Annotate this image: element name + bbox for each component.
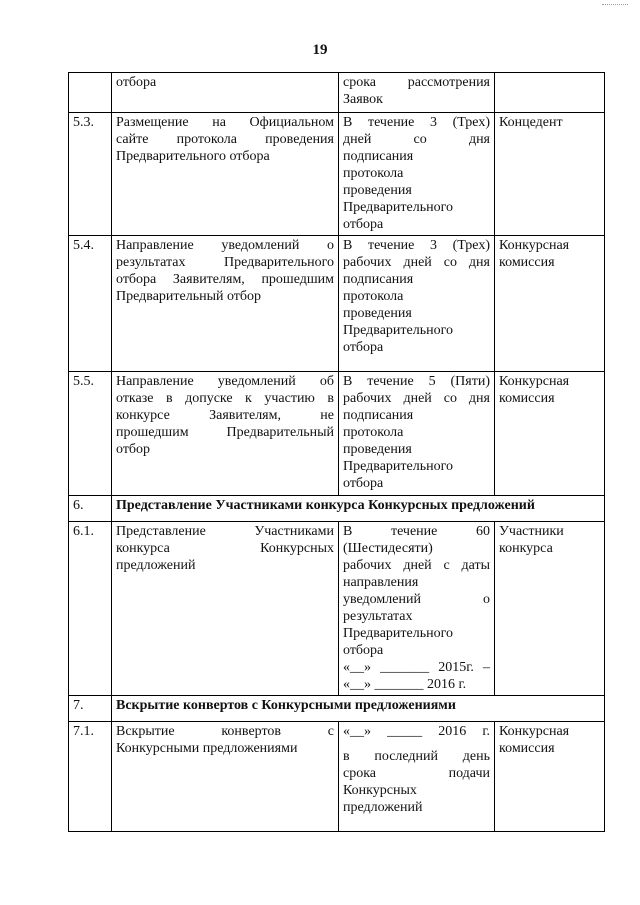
- term-cell-line: отбора: [343, 476, 384, 491]
- item-number: 5.3.: [69, 113, 112, 236]
- term-cell-line: результатах: [343, 609, 413, 624]
- table-row: [69, 113, 605, 236]
- term-cell-line: срока подачи: [343, 766, 490, 781]
- responsible-cell-line: Конкурсная: [499, 724, 570, 739]
- term-cell-line: проведения: [343, 442, 412, 457]
- action-cell: [112, 73, 339, 113]
- term-cell-line: дней со дня: [343, 132, 490, 147]
- term-cell: [339, 73, 495, 113]
- term-cell-line: подписания: [343, 408, 414, 423]
- term-cell-line: В течение 60: [343, 524, 490, 539]
- item-number: 5.4.: [69, 236, 112, 372]
- section-row: [69, 696, 605, 722]
- action-cell: [112, 236, 339, 372]
- responsible-cell: [495, 522, 605, 696]
- term-cell-line: «__» _____ 2016 г.: [343, 724, 490, 739]
- schedule-table-body: [69, 73, 605, 832]
- term-cell-line: Предварительного: [343, 323, 453, 338]
- action-cell-line: Предварительный отбор: [116, 289, 262, 304]
- action-cell-line: конкурсе Заявителям, не: [116, 408, 334, 423]
- term-cell-line: отбора: [343, 217, 384, 232]
- action-cell-line: сайте протокола проведения: [116, 132, 334, 147]
- action-cell-line: Направление уведомлений о: [116, 238, 334, 253]
- responsible-cell-line: Конкурсная: [499, 374, 570, 389]
- term-cell-line: рабочих дней со дня: [343, 391, 490, 406]
- term-cell-line: Предварительного: [343, 459, 453, 474]
- term-cell: [339, 113, 495, 236]
- action-cell: [112, 522, 339, 696]
- table-row: [69, 722, 605, 832]
- action-cell-line: отказе в допуске к участию в: [116, 391, 334, 406]
- action-cell-line: отбор: [116, 442, 151, 457]
- term-cell-line: Заявок: [343, 92, 383, 107]
- schedule-table: [68, 72, 605, 832]
- table-row: [69, 236, 605, 372]
- section-row: [69, 496, 605, 522]
- term-cell-line: Предварительного: [343, 200, 453, 215]
- responsible-cell-line: Участники: [499, 524, 564, 539]
- section-title: Представление Участниками конкурса Конкурсных предложений: [112, 496, 605, 522]
- term-cell-line: «__» _______ 2015г. –: [343, 660, 490, 675]
- section-number: 6.: [69, 496, 112, 522]
- action-cell-line: прошедшим Предварительный: [116, 425, 334, 440]
- responsible-cell-line: Конкурсная: [499, 238, 570, 253]
- term-cell-line: отбора: [343, 643, 384, 658]
- responsible-cell: [495, 372, 605, 496]
- term-cell: [339, 522, 495, 696]
- term-cell-line: срока рассмотрения: [343, 75, 490, 90]
- action-cell: [112, 722, 339, 832]
- term-cell-line: отбора: [343, 340, 384, 355]
- action-cell-line: результатах Предварительного: [116, 255, 334, 270]
- term-cell: [339, 236, 495, 372]
- section-title: Вскрытие конвертов с Конкурсными предложениями: [112, 696, 605, 722]
- term-cell-line: протокола: [343, 289, 404, 304]
- term-cell: [339, 372, 495, 496]
- action-cell-line: Направление уведомлений об: [116, 374, 334, 389]
- action-cell-line: Представление Участниками: [116, 524, 334, 539]
- responsible-cell: [495, 73, 605, 113]
- responsible-cell: [495, 236, 605, 372]
- term-cell-line: «__» _______ 2016 г.: [343, 677, 467, 692]
- term-cell-line: Предварительного: [343, 626, 453, 641]
- term-cell-line: подписания: [343, 149, 414, 164]
- responsible-cell-line: Концедент: [499, 115, 563, 130]
- responsible-cell-line: комиссия: [499, 391, 555, 406]
- item-number: 7.1.: [69, 722, 112, 832]
- term-cell-line: протокола: [343, 425, 404, 440]
- term-cell-line: проведения: [343, 183, 412, 198]
- action-cell: [112, 372, 339, 496]
- corner-mark: [602, 4, 628, 5]
- item-number: 5.5.: [69, 372, 112, 496]
- term-cell-line: направления: [343, 575, 419, 590]
- term-cell-line: [343, 740, 490, 748]
- term-cell-line: В течение 5 (Пяти): [343, 374, 490, 389]
- term-cell-line: В течение 3 (Трех): [343, 238, 490, 253]
- action-cell: [112, 113, 339, 236]
- action-cell-line: конкурса Конкурсных: [116, 541, 334, 556]
- table-row: [69, 372, 605, 496]
- term-cell-line: предложений: [343, 800, 423, 815]
- action-cell-line: отбора Заявителям, прошедшим: [116, 272, 334, 287]
- section-number: 7.: [69, 696, 112, 722]
- term-cell-line: проведения: [343, 306, 412, 321]
- term-cell-line: в последний день: [343, 749, 490, 764]
- term-cell-line: подписания: [343, 272, 414, 287]
- responsible-cell-line: комиссия: [499, 255, 555, 270]
- item-number: [69, 73, 112, 113]
- item-number: 6.1.: [69, 522, 112, 696]
- responsible-cell-line: [499, 74, 600, 82]
- term-cell-line: рабочих дней с даты: [343, 558, 490, 573]
- term-cell-line: Конкурсных: [343, 783, 417, 798]
- term-cell-line: (Шестидесяти): [343, 541, 433, 556]
- responsible-cell: [495, 113, 605, 236]
- responsible-cell-line: комиссия: [499, 741, 555, 756]
- action-cell-line: Вскрытие конвертов с: [116, 724, 334, 739]
- term-cell-line: В течение 3 (Трех): [343, 115, 490, 130]
- term-cell-line: уведомлений о: [343, 592, 490, 607]
- table-row: [69, 522, 605, 696]
- action-cell-line: Конкурсными предложениями: [116, 741, 298, 756]
- action-cell-line: отбора: [116, 75, 157, 90]
- action-cell-line: Размещение на Официальном: [116, 115, 334, 130]
- term-cell-line: рабочих дней со дня: [343, 255, 490, 270]
- term-cell: [339, 722, 495, 832]
- responsible-cell: [495, 722, 605, 832]
- responsible-cell-line: конкурса: [499, 541, 553, 556]
- table-row: [69, 73, 605, 113]
- action-cell-line: предложений: [116, 558, 196, 573]
- action-cell-line: Предварительного отбора: [116, 149, 270, 164]
- page-number: 19: [312, 42, 328, 58]
- term-cell-line: протокола: [343, 166, 404, 181]
